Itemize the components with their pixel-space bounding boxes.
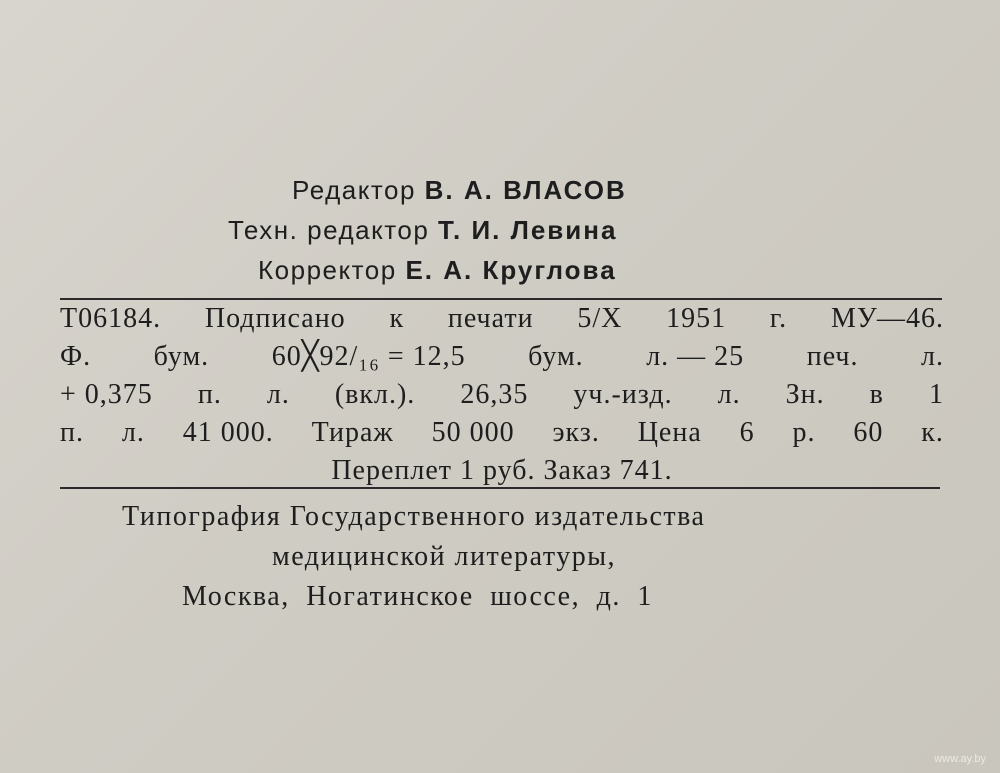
imprint-word: Зн. xyxy=(785,379,825,410)
printer-line-2: медицинской литературы, xyxy=(272,541,617,572)
imprint-line-2 xyxy=(60,338,944,376)
imprint-word: МУ—46. xyxy=(830,303,944,334)
imprint-word: л. xyxy=(121,417,145,448)
imprint-word: уч.-изд. xyxy=(573,379,673,410)
imprint-word: + 0,375 xyxy=(60,379,153,410)
imprint-word: экз. xyxy=(552,417,600,448)
imprint-line-4 xyxy=(60,414,944,452)
watermark: www.ay.by xyxy=(934,753,986,765)
editor-role: Редактор xyxy=(292,175,416,205)
imprint-word: 5/X xyxy=(577,303,623,334)
imprint-word: 1 xyxy=(928,379,944,410)
imprint-word: бум. xyxy=(528,341,584,372)
imprint-word: 1951 xyxy=(666,303,727,334)
imprint-line-5 xyxy=(60,452,944,490)
imprint-word: Т06184. xyxy=(60,303,162,334)
imprint-word: печ. xyxy=(806,341,859,372)
imprint-word: п. xyxy=(197,379,222,410)
imprint-word: л. xyxy=(717,379,741,410)
imprint-word: Ф. xyxy=(60,341,92,372)
imprint-word: в xyxy=(869,379,884,410)
imprint-word: к xyxy=(389,303,405,334)
imprint-word: п. xyxy=(60,417,84,448)
imprint-block xyxy=(60,300,944,490)
imprint-word: 60 xyxy=(853,417,884,448)
imprint-word: л. xyxy=(921,341,944,372)
imprint-word: Подписано xyxy=(204,303,346,334)
imprint-word: (вкл.). xyxy=(334,379,416,410)
tech-editor-role: Техн. редактор xyxy=(228,215,430,245)
binding-price-order: Переплет 1 руб. Заказ 741. xyxy=(331,455,673,486)
imprint-word: л. — 25 xyxy=(646,341,745,372)
imprint-word: 26,35 xyxy=(460,379,529,410)
imprint-word: 6 xyxy=(739,417,755,448)
corrector-line xyxy=(258,252,617,288)
imprint-word: печати xyxy=(447,303,534,334)
imprint-word: к. xyxy=(921,417,944,448)
imprint-word: 60╳92/₁₆ = 12,5 xyxy=(271,341,466,372)
corrector-name: Е. А. Круглова xyxy=(405,255,617,285)
printer-line-3: Москва, Ногатинское шоссе, д. 1 xyxy=(182,581,653,612)
editor-line xyxy=(292,172,627,208)
imprint-word: 41 000. xyxy=(182,417,274,448)
imprint-word: г. xyxy=(769,303,788,334)
imprint-word: л. xyxy=(266,379,290,410)
editor-name: В. А. ВЛАСОВ xyxy=(424,175,627,205)
corrector-role: Корректор xyxy=(258,255,397,285)
imprint-line-1 xyxy=(60,300,944,338)
imprint-word: Цена xyxy=(637,417,702,448)
bottom-divider xyxy=(60,487,940,489)
imprint-line-3 xyxy=(60,376,944,414)
printer-line-1: Типография Государственного издательства xyxy=(122,501,706,532)
imprint-word: р. xyxy=(792,417,816,448)
tech-editor-line xyxy=(228,212,617,248)
imprint-word: 50 000 xyxy=(431,417,515,448)
tech-editor-name: Т. И. Левина xyxy=(438,215,618,245)
imprint-word: бум. xyxy=(153,341,210,372)
imprint-word: Тираж xyxy=(311,417,394,448)
